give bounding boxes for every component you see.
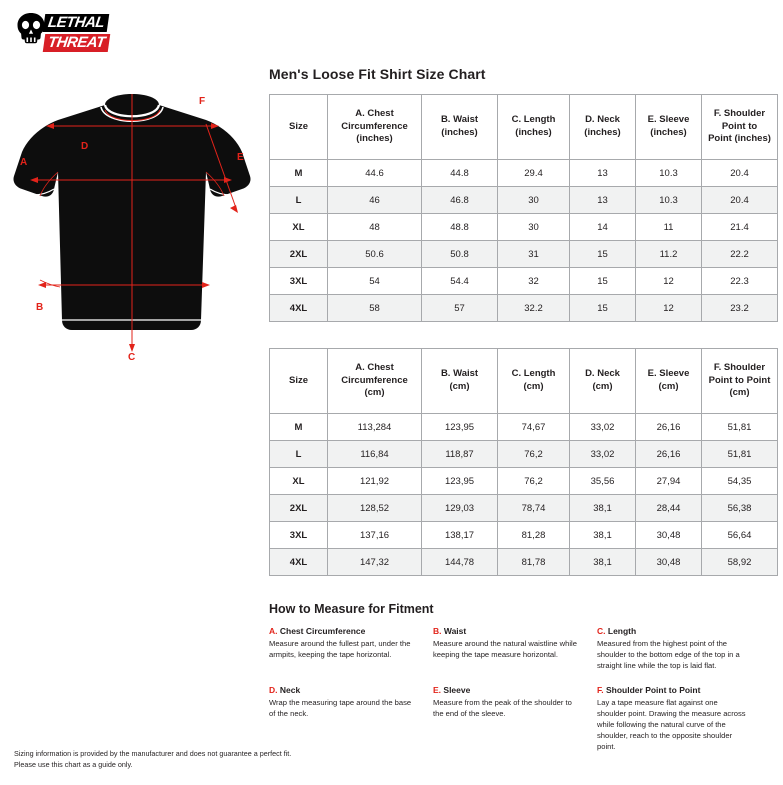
header-line-1: D. Neck [585, 368, 620, 380]
diagram-label-c: C [128, 352, 136, 363]
measure-letter: B. [433, 626, 442, 636]
brand-wordmark [44, 14, 144, 52]
brand-logo [14, 10, 144, 56]
size-chart-panel [269, 66, 769, 766]
measure-description: Measured from the highest point of the shoulder to the bottom edge of the top in a straight line while the top is laid flat. [597, 639, 740, 670]
cell-size: XL [270, 214, 328, 241]
diagram-label-e: E [237, 152, 244, 163]
measure-description: Measure around the natural waistline while keeping the tape measure horizontal. [433, 639, 577, 659]
table-row [270, 160, 778, 187]
header-line-1: A. Chest [355, 107, 394, 119]
size-table-cm [269, 348, 778, 576]
cell-waist: 123,95 [422, 414, 498, 441]
disclaimer [14, 748, 414, 771]
cell-sleeve: 28,44 [636, 495, 702, 522]
cell-size: 4XL [270, 295, 328, 322]
measure-heading [433, 626, 583, 636]
measure-item-neck [269, 685, 433, 752]
cell-neck: 15 [570, 295, 636, 322]
diagram-label-b: B [36, 302, 44, 313]
cell-length: 29.4 [498, 160, 570, 187]
cell-shoulder: 58,92 [702, 549, 778, 576]
header-line-2: (inches) [515, 127, 552, 138]
cell-length: 31 [498, 241, 570, 268]
measure-item-shoulder [597, 685, 761, 752]
column-header-size [270, 95, 328, 160]
cell-waist: 129,03 [422, 495, 498, 522]
shirt-illustration [10, 80, 260, 370]
column-header-sleeve [636, 349, 702, 414]
measure-letter: D. [269, 685, 278, 695]
cell-shoulder: 22.3 [702, 268, 778, 295]
cell-chest: 147,32 [328, 549, 422, 576]
table-spacer [269, 322, 769, 348]
cell-length: 32.2 [498, 295, 570, 322]
cell-sleeve: 30,48 [636, 522, 702, 549]
measure-name: Shoulder Point to Point [606, 685, 701, 695]
header-line-2: Circumference [341, 374, 408, 386]
column-header-shoulder [702, 349, 778, 414]
cell-sleeve: 27,94 [636, 468, 702, 495]
measure-letter: A. [269, 626, 278, 636]
cell-chest: 50.6 [328, 241, 422, 268]
cell-shoulder: 56,64 [702, 522, 778, 549]
column-header-size [270, 349, 328, 414]
cell-sleeve: 11 [636, 214, 702, 241]
measure-item-chest [269, 626, 433, 671]
cell-neck: 38,1 [570, 495, 636, 522]
cell-waist: 46.8 [422, 187, 498, 214]
cell-length: 81,28 [498, 522, 570, 549]
header-line-2: (cm) [523, 381, 544, 392]
cell-sleeve: 10.3 [636, 160, 702, 187]
cell-sleeve: 12 [636, 268, 702, 295]
cell-length: 76,2 [498, 468, 570, 495]
cell-neck: 13 [570, 187, 636, 214]
measure-heading [269, 685, 419, 695]
cell-neck: 15 [570, 241, 636, 268]
cell-neck: 38,1 [570, 549, 636, 576]
cell-waist: 57 [422, 295, 498, 322]
header-line-2: (inches) [650, 127, 687, 138]
column-header-length [498, 349, 570, 414]
table-row [270, 495, 778, 522]
measure-heading [597, 626, 747, 636]
column-header-sleeve [636, 95, 702, 160]
cell-sleeve: 12 [636, 295, 702, 322]
table-header-row [270, 349, 778, 414]
cell-length: 78,74 [498, 495, 570, 522]
cell-shoulder: 22.2 [702, 241, 778, 268]
table-row [270, 187, 778, 214]
cell-chest: 44.6 [328, 160, 422, 187]
cell-shoulder: 23.2 [702, 295, 778, 322]
header-line-1: A. Chest [355, 361, 394, 373]
how-to-measure-title: How to Measure for Fitment [269, 602, 434, 616]
cell-size: L [270, 441, 328, 468]
cell-size: L [270, 187, 328, 214]
brand-line-2: THREAT [43, 34, 110, 52]
header-line-2: Point to Point [708, 374, 771, 386]
header-line-2: (cm) [592, 381, 613, 392]
header-line-2: (cm) [449, 381, 470, 392]
header-line-1: B. Waist [440, 368, 479, 380]
measure-heading [597, 685, 747, 695]
cell-size: 2XL [270, 495, 328, 522]
measure-heading [433, 685, 583, 695]
header-line-2: (cm) [658, 381, 679, 392]
diagram-label-f: F [199, 96, 206, 107]
measure-description: Measure around the fullest part, under the armpits, keeping the tape horizontal. [269, 639, 411, 659]
cell-chest: 137,16 [328, 522, 422, 549]
table-row [270, 295, 778, 322]
column-header-length [498, 95, 570, 160]
column-header-chest [328, 95, 422, 160]
how-to-measure-list [269, 626, 761, 766]
cell-chest: 121,92 [328, 468, 422, 495]
cell-chest: 113,284 [328, 414, 422, 441]
cell-sleeve: 10.3 [636, 187, 702, 214]
size-table-inches [269, 94, 778, 322]
cell-sleeve: 26,16 [636, 441, 702, 468]
cell-length: 30 [498, 187, 570, 214]
cell-length: 74,67 [498, 414, 570, 441]
cell-waist: 48.8 [422, 214, 498, 241]
header-line-2: Circumference [341, 120, 408, 132]
cell-waist: 123,95 [422, 468, 498, 495]
cell-shoulder: 56,38 [702, 495, 778, 522]
measure-heading [269, 626, 419, 636]
cell-neck: 13 [570, 160, 636, 187]
cell-size: 2XL [270, 241, 328, 268]
measure-item-waist [433, 626, 597, 671]
cell-size: XL [270, 468, 328, 495]
header-line-2: (inches) [441, 127, 478, 138]
cell-waist: 50.8 [422, 241, 498, 268]
header-line-3: (cm) [364, 387, 385, 399]
cell-shoulder: 54,35 [702, 468, 778, 495]
header-line-1: Size [288, 120, 308, 132]
cell-chest: 116,84 [328, 441, 422, 468]
table-row [270, 268, 778, 295]
cell-length: 32 [498, 268, 570, 295]
header-line-1: F. Shoulder [713, 361, 766, 373]
cell-waist: 44.8 [422, 160, 498, 187]
header-line-2: (inches) [584, 127, 621, 138]
cell-sleeve: 11.2 [636, 241, 702, 268]
cell-chest: 46 [328, 187, 422, 214]
cell-length: 76,2 [498, 441, 570, 468]
header-line-3: (inches) [356, 133, 393, 145]
page-title: Men's Loose Fit Shirt Size Chart [269, 66, 486, 82]
column-header-neck [570, 349, 636, 414]
measure-item-length [597, 626, 761, 671]
column-header-waist [422, 349, 498, 414]
measure-description: Lay a tape measure flat against one shoulder point. Drawing the measure across while following the natural curve of the shoulder, reach to the opposite shoulder point. [597, 698, 746, 751]
header-line-1: C. Length [511, 368, 556, 380]
cell-chest: 54 [328, 268, 422, 295]
measure-name: Neck [279, 685, 301, 695]
column-header-waist [422, 95, 498, 160]
cell-size: M [270, 414, 328, 441]
cell-chest: 128,52 [328, 495, 422, 522]
table-row [270, 522, 778, 549]
table-header-row [270, 95, 778, 160]
cell-shoulder: 51,81 [702, 441, 778, 468]
header-line-3: Point (inches) [708, 133, 771, 145]
table-row [270, 214, 778, 241]
measure-name: Chest Circumference [279, 626, 366, 636]
diagram-label-d: D [81, 141, 89, 152]
table-row [270, 241, 778, 268]
table-row [270, 414, 778, 441]
table-row [270, 549, 778, 576]
measure-description: Measure from the peak of the shoulder to the end of the sleeve. [433, 698, 572, 718]
cell-sleeve: 30,48 [636, 549, 702, 576]
column-header-shoulder [702, 95, 778, 160]
header-line-3: (cm) [729, 387, 750, 399]
header-line-1: E. Sleeve [647, 368, 690, 380]
disclaimer-line-1: Sizing information is provided by the manufacturer and does not guarantee a perfect fit. [14, 748, 292, 758]
measure-letter: C. [597, 626, 606, 636]
header-line-2: Point to [721, 120, 758, 132]
header-line-1: C. Length [511, 114, 556, 126]
header-line-1: D. Neck [585, 114, 620, 126]
cell-size: 4XL [270, 549, 328, 576]
disclaimer-line-2: Please use this chart as a guide only. [14, 760, 133, 770]
cell-neck: 33,02 [570, 441, 636, 468]
cell-length: 81,78 [498, 549, 570, 576]
cell-waist: 54.4 [422, 268, 498, 295]
measure-letter: F. [597, 685, 604, 695]
cell-neck: 14 [570, 214, 636, 241]
cell-size: M [270, 160, 328, 187]
measure-item-sleeve [433, 685, 597, 752]
column-header-chest [328, 349, 422, 414]
header-line-1: B. Waist [440, 114, 479, 126]
diagram-label-a: A [20, 157, 28, 168]
table-row [270, 441, 778, 468]
cell-neck: 35,56 [570, 468, 636, 495]
cell-length: 30 [498, 214, 570, 241]
measure-name: Sleeve [443, 685, 471, 695]
cell-size: 3XL [270, 522, 328, 549]
cell-size: 3XL [270, 268, 328, 295]
brand-line-1: LETHAL [43, 14, 110, 32]
cell-shoulder: 20.4 [702, 187, 778, 214]
cell-neck: 15 [570, 268, 636, 295]
cell-waist: 118,87 [422, 441, 498, 468]
measure-letter: E. [433, 685, 442, 695]
column-header-neck [570, 95, 636, 160]
cell-waist: 144,78 [422, 549, 498, 576]
cell-shoulder: 20.4 [702, 160, 778, 187]
cell-neck: 38,1 [570, 522, 636, 549]
cell-chest: 48 [328, 214, 422, 241]
measure-name: Waist [443, 626, 467, 636]
cell-sleeve: 26,16 [636, 414, 702, 441]
cell-shoulder: 51,81 [702, 414, 778, 441]
header-line-1: E. Sleeve [647, 114, 690, 126]
shirt-diagram [10, 80, 260, 370]
header-line-1: F. Shoulder [713, 107, 766, 119]
cell-chest: 58 [328, 295, 422, 322]
cell-neck: 33,02 [570, 414, 636, 441]
table-row [270, 468, 778, 495]
measure-name: Length [607, 626, 637, 636]
header-line-1: Size [288, 374, 308, 386]
cell-shoulder: 21.4 [702, 214, 778, 241]
measure-description: Wrap the measuring tape around the base of the neck. [269, 698, 412, 718]
cell-waist: 138,17 [422, 522, 498, 549]
